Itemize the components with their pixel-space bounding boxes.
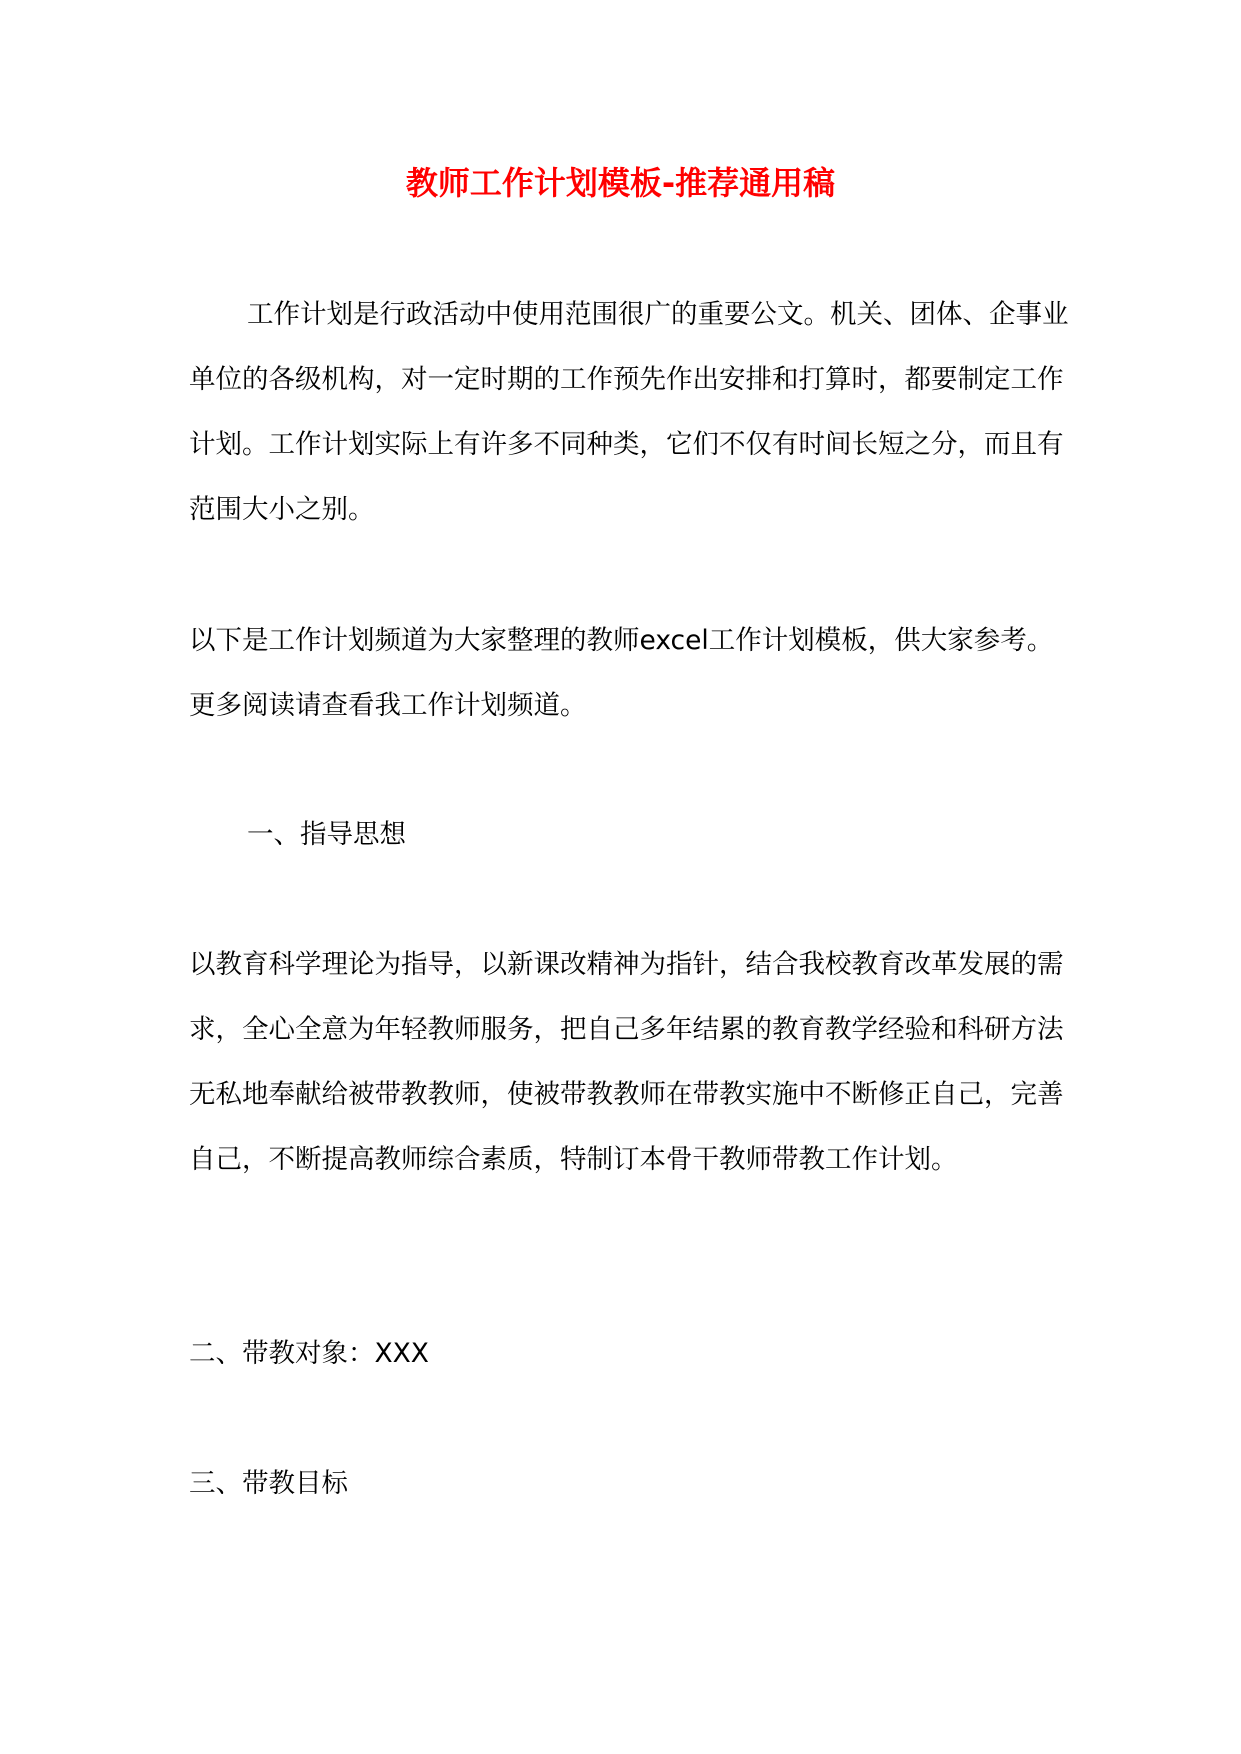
- section-body-guiding-ideology: 以教育科学理论为指导，以新课改精神为指针，结合我校教育改革发展的需求，全心全意为年轻教师服务，把自己多年结累的教育教学经验和科研方法无私地奉献给被带教教师，使被带教教师在带教实施中不断修正自己，完善自己，不断提高教师综合素质，特制订本骨干教师带教工作计划。: [189, 949, 1064, 1175]
- section-heading-guiding-ideology: 一、指导思想: [247, 819, 406, 850]
- section-heading-mentoring-target: 二、带教对象：XXX: [189, 1338, 429, 1369]
- document-title: 教师工作计划模板-推荐通用稿: [405, 164, 836, 202]
- intro-paragraph: 工作计划是行政活动中使用范围很广的重要公文。机关、团体、企事业单位的各级机构，对一定时期的工作预先作出安排和打算时，都要制定工作计划。工作计划实际上有许多不同种类，它们不仅有时间长短之分，而且有范围大小之别。: [189, 299, 1069, 525]
- section-heading-mentoring-goals: 三、带教目标: [189, 1468, 348, 1499]
- lead-paragraph: 以下是工作计划频道为大家整理的教师excel工作计划模板，供大家参考。更多阅读请查看我工作计划频道。: [189, 625, 1054, 721]
